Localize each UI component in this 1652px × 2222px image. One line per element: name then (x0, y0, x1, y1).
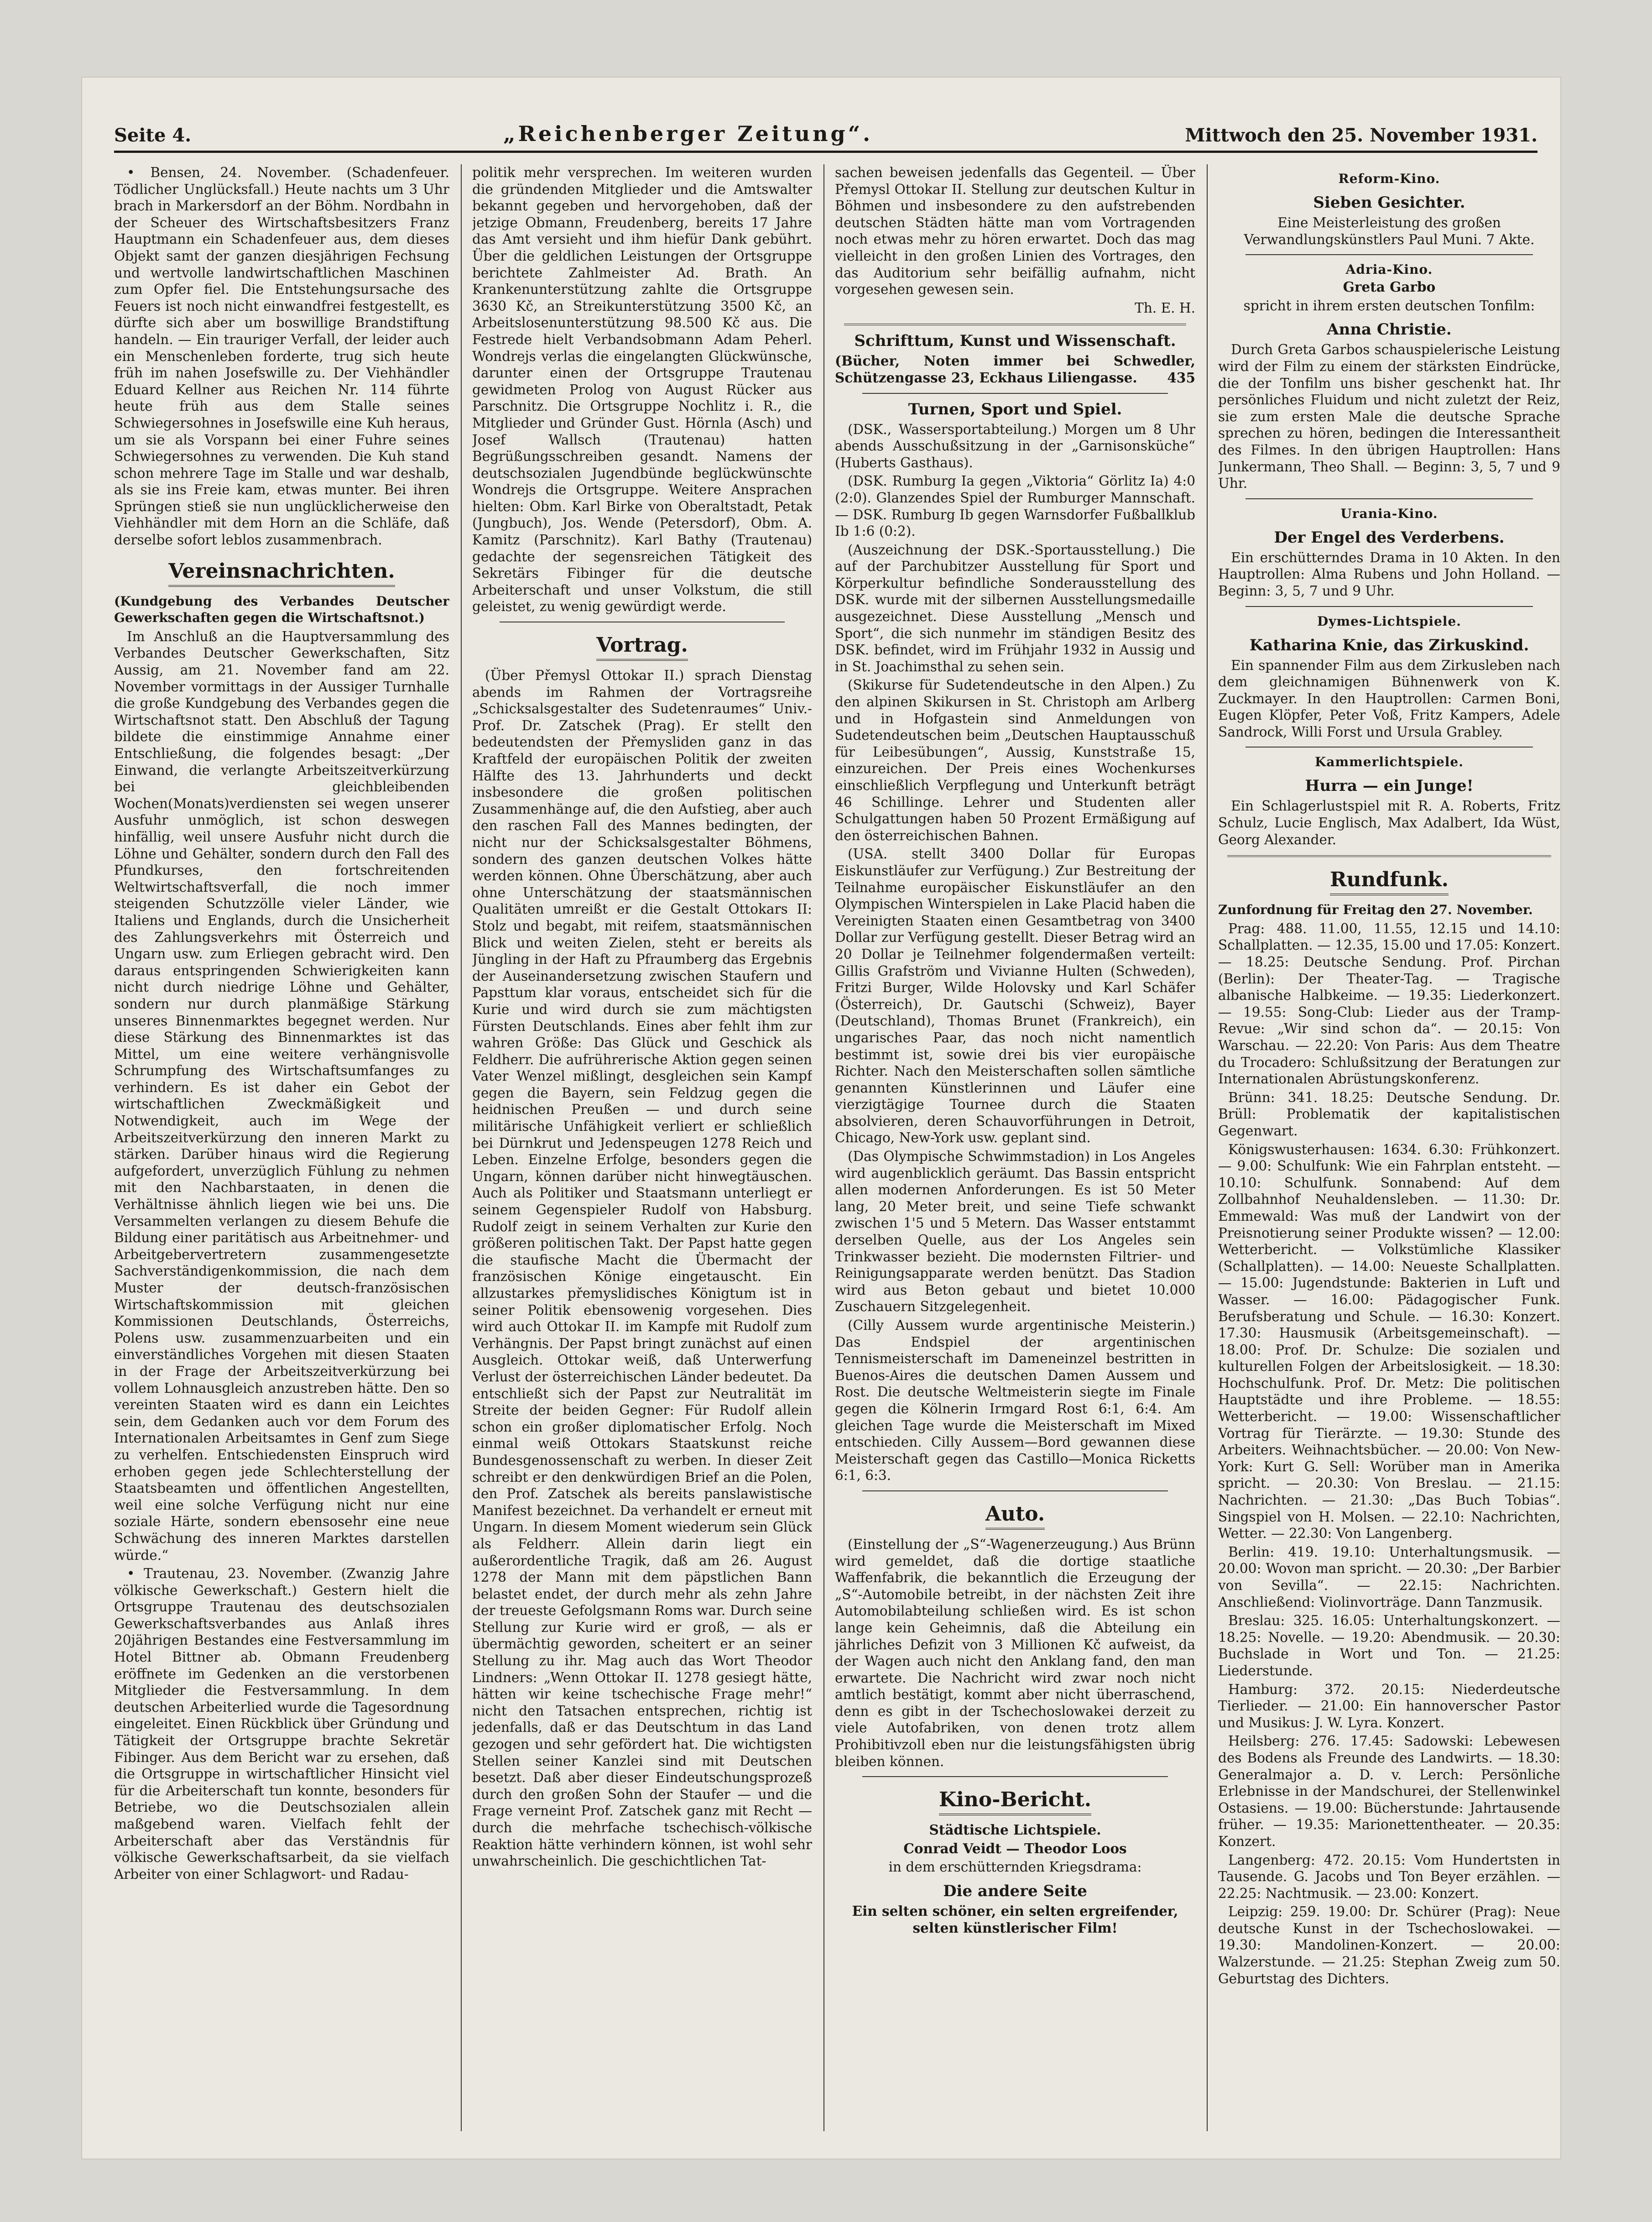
article-cilly-aussem: (Cilly Aussem wurde argentinische Meisterin.) Das Endspiel der argentinischen Tennismeisterschaft im Dameneinzel bestritten in Buenos-Aires die deutschen Damen Aussem und Rost. Die deutsche Weltmeisterin siegte im Finale gegen die Kölnerin Irmgard Rost 6:1, 6:4. Am gleichen Tage wurde die Meisterschaft im Mixed entschieden. Cilly Aussem—Bord gewannen diese Meisterschaft gegen das Castillo—Monica Ricketts 6:1, 6:3. (835, 1318, 1195, 1484)
film-title: Hurra — ein Junge! (1305, 777, 1474, 795)
column-divider (823, 164, 824, 2131)
author-signature: Th. E. H. (1135, 300, 1195, 316)
divider (1246, 254, 1533, 255)
article-dsk-rumburg: (DSK. Rumburg Ia gegen „Viktoria“ Görlitz Ia) 4:0 (2:0). Glanzendes Spiel der Rumburger Mannschaft. — DSK. Rumburg Ib gegen Warnsdorfer Fußballklub Ib 1:6 (0:2). (835, 473, 1195, 539)
radio-station-hamburg: Hamburg: 372. 20.15: Niederdeutsche Tierlieder. — 21.00: Ein hannoverscher Pastor und Musikus: J. W. Lyra. Konzert. (1218, 1681, 1560, 1731)
section-heading-schrifttum: Schrifttum, Kunst und Wissenschaft. (854, 332, 1176, 350)
page-header (114, 110, 1537, 146)
article-subheading: (Kundgebung des Verbandes Deutscher Gewerkschaften gegen die Wirtschaftsnot.) (114, 593, 449, 626)
column-4 (1218, 164, 1560, 2131)
divider (1246, 747, 1533, 748)
cinema-name: Adria-Kino. (1345, 262, 1433, 277)
film-title: Die andere Seite (943, 1882, 1087, 1901)
notice-buecher: (Bücher, Noten immer bei Schwedler, Schützengasse 23, Eckhaus Liliengasse. 435 (835, 353, 1195, 386)
radio-station-breslau: Breslau: 325. 16.05: Unterhaltungskonzert. — 18.25: Novelle. — 19.20: Abendmusik. — 20.30: Buchslade in Wort und Ton. — 21.25: Liederstunde. (1218, 1613, 1560, 1678)
radio-station-koenigswusterhausen: Königswusterhausen: 1634. 6.30: Frühkonzert. — 9.00: Schulfunk: Wie ein Fahrplan entsteht. — 10.10: Schulfunk. Sonnabend: Auf dem Zollbahnhof Neuhaldensleben. — 11.30: Dr. Emmewald: Was muß der Landwirt von der Preisnotierung seiner Produkte wissen? — 12.00: Wetterbericht. — Volkstümliche Klassiker (Schallplatten). — 14.00: Neueste Schallplatten. — 15.00: Jugendstunde: Bakterien in Luft und Wasser. — 16.00: Pädagogischer Funk. Berufsberatung und Schule. — 16.30: Konzert. 17.30: Hausmusik (Arbeitsgemeinschaft). — 18.00: Prof. Dr. Schulze: Die sozialen und kulturellen Folgen der Arbeitslosigkeit. — 18.30: Hochschulfunk. Prof. Dr. Metz: Die politischen Hauptstädte und ihre Probleme. — 18.55: Wetterbericht. — 19.00: Wissenschaftlicher Vortrag für Tierärzte. — 19.30: Stunde des Arbeiters. Weihnachtsbücher. — 20.00: Von New-York: Kurt G. Sell: Worüber man in Amerika spricht. — 20.30: Von Breslau. — 21.15: Nachrichten. — 21.30: „Das Buch Tobias“. Singspiel von H. Molsen. — 22.10: Nachrichten, Wetter. — 22.30: Von Langenberg. (1218, 1141, 1560, 1542)
article-bensen: • Bensen, 24. November. (Schadenfeuer. Tödlicher Unglücksfall.) Heute nachts um 3 Uhr brach in Markersdorf an der Böhm. Nordbahn in der Scheuer des Wirtschaftsbesitzers Franz Hauptmann ein Schadenfeuer aus, dem dieses Objekt samt der ganzen diesjährigen Fechsung und wertvolle landwirtschaftlichen Maschinen zum Opfer fiel. Die Entstehungsursache des Feuers ist noch nicht einwandfrei festgestellt, es dürfte sich aber um boswillige Brandstiftung handeln. — Ein trauriger Verfall, der leider auch ein Menschenleben forderte, trug sich heute früh im nahen Josefswille zu. Der Viehhändler Eduard Kellner aus Reichen Nr. 114 führte heute früh aus dem Stalle seines Schwiegersohnes in Josefswille eine Kuh heraus, um sie als Vorspann bei einer Fuhre seines Schwiegersohnes zu verwenden. Die Kuh stand schon mehrere Tage im Stalle und war deshalb, als sie ins Freie kam, etwas munter. Bei ihren Sprüngen stieß sie nun unglücklicherweise den Viehhändler mit dem Horn an die Schläfe, daß derselbe sofort leblos zusammenbrach. (114, 165, 449, 548)
film-title: Katharina Knie, das Zirkuskind. (1249, 636, 1529, 654)
radio-program (1218, 920, 1560, 1987)
column-divider (461, 164, 462, 2131)
radio-station-bruenn: Brünn: 341. 18.25: Deutsche Sendung. Dr. Brüll: Problematik der kapitalistischen Gegenwart. (1218, 1089, 1560, 1139)
newspaper-title: „Reichenberger Zeitung“. (503, 121, 873, 146)
cinema-name: Dymes-Lichtspiele. (1317, 613, 1462, 629)
divider (1227, 855, 1551, 857)
section-heading-rundfunk: Rundfunk. (1218, 867, 1560, 895)
divider (862, 1490, 1168, 1491)
article-kundgebung: Im Anschluß an die Hauptversammlung des Verbandes Deutscher Gewerkschaften, Sitz Aussig, am 21. November fand am 22. November vormittags in der Aussiger Turnhalle die große Kundgebung des Verbandes gegen die Wirtschaftsnot statt. Den Abschluß der Tagung bildete die einstimmige Annahme einer Entschließung, die folgendes besagt: „Der Einwand, die verlangte Arbeitszeitverkürzung bei gleichbleibenden Wochen(Monats)verdiensten sei wegen unserer Ausfuhr unmöglich, ist schon deswegen hinfällig, weil unsere Ausfuhr nicht durch die Löhne und Gehälter, sondern durch den Fall des Pfundkurses, den fortschreitenden Weltwirtschaftsverfall, die noch immer steigenden Schutzzölle vieler Länder, wie Italiens und Englands, durch die Unsicherheit des Zahlungsverkehrs mit Österreich und Ungarn usw. zum Erliegen gebracht wird. Den daraus entspringenden Schwierigkeiten kann nicht durch niedrige Löhne und Gehälter, sondern nur durch planmäßige Stärkung unseres Binnenmarktes begegnet werden. Nur diese Stärkung des Binnenmarktes ist das Mittel, um eine weitere verhängnisvolle Schrumpfung des Wirtschaftsumfanges zu verhindern. Es ist daher ein Gebot der wirtschaftlichen Zweckmäßigkeit und Notwendigkeit, auch im Wege der Arbeitszeitverkürzung den inneren Markt zu stärken. Darüber hinaus wird die Regierung aufgefordert, unverzüglich Fühlung zu nehmen mit den Nachbarstaaten, in denen die Verhältnisse ähnlich liegen wie bei uns. Die Versammelten verlangen zu diesem Behufe die Bildung einer paritätisch aus Arbeitnehmer- und Arbeitgebervertretern zusammengesetzte Sachverständigenkommission, die nach dem Muster der deutsch-französischen Wirtschaftskommission mit gleichen Kommissionen Deutschlands, Österreichs, Polens usw. zusammenzuarbeiten und ein einverständliches Vorgehen mit diesen Staaten in der Frage der Arbeitszeitverkürzung bei vollem Lohnausgleich anzustreben hätte. Den so vereinten Staaten wird es dann ein Leichtes sein, dem Gedanken auch vor dem Forum des Internationalen Arbeitsamtes in Genf zum Siege zu verhelfen. Entschiedensten Einspruch wird erhoben gegen jede Schlechterstellung der Staatsbeamten und öffentlichen Angestellten, weil eine solche Verfügung nicht nur eine soziale Härte, sondern ebensosehr eine neue Schwächung des inneren Marktes darstellen würde.“ (114, 628, 449, 1563)
film-description: Ein Schlagerlustspiel mit R. A. Roberts, Fritz Schulz, Lucie Englisch, Max Adalbert, Ida Wüst, Georg Alexander. (1218, 798, 1560, 847)
article-sportausstellung: (Auszeichnung der DSK.-Sportausstellung.) Die auf der Parchubitzer Ausstellung für Sport und Körperkultur befindliche Sonderausstellung des DSK. wurde mit der silbernen Ausstellungsmedaille ausgezeichnet. Diese Ausstellung „Mensch und Sport“, die sich nunmehr im ständigen Besitz des DSK. befindet, wird im Frühjahr 1932 in Aussig und in St. Joachimsthal zu sehen sein. (835, 542, 1195, 674)
newspaper-page (82, 78, 1560, 2159)
film-description: Ein erschütterndes Drama in 10 Akten. In den Hauptrollen: Alma Rubens und John Holland. — Beginn: 3, 5, 7 und 9 Uhr. (1218, 549, 1560, 599)
article-vortrag-cont: sachen beweisen jedenfalls das Gegenteil. — Über Přemysl Ottokar II. Stellung zur deutschen Kultur in Böhmen und insbesondere zu den aufstrebenden deutschen Städten hätte man vom Vortragenden noch etwas mehr zu hören erwartet. Doch das mag vielleicht in den großen Linien des Vortrages, den das Auditorium sehr beifällig aufnahm, nicht vorgesehen gewesen sein. (835, 165, 1195, 298)
article-skikurse: (Skikurse für Sudetendeutsche in den Alpen.) Zu den alpinen Skikursen in St. Christoph am Arlberg und in Hofgastein sind Anmeldungen von Sudetendeutschen beim „Deutschen Hauptausschuß für Leibesübungen“, Aussig, Kunststraße 15, einzureichen. Der Preis eines Wochenkurses einschließlich Verpflegung und Unterkunft beträgt 46 Schillinge. Lehrer und Studenten aller Schulgattungen haben 50 Prozent Ermäßigung auf den österreichischen Bahnen. (835, 677, 1195, 843)
columns (114, 164, 1560, 2131)
film-title: Anna Christie. (1327, 320, 1452, 339)
film-description: Ein selten schöner, ein selten ergreifender, selten künstlerischer Film! (852, 1903, 1178, 1936)
divider (1246, 606, 1533, 607)
radio-schedule-date: Zunfordnung für Freitag den 27. November. (1218, 902, 1533, 918)
cinema-name: Reform-Kino. (1338, 171, 1440, 186)
column-divider (1207, 164, 1208, 2131)
radio-station-prag: Prag: 488. 11.00, 11.55, 12.15 und 14.10: Schallplatten. — 12.35, 15.00 und 17.05: Konzert. — 18.25: Deutsche Sendung. Prof. Pirchan (Berlin): Der Theater-Tag. — Tragische albanische Halbkeime. — 19.35: Liederkonzert. — 19.55: Song-Club: Lieder aus der Tramp-Revue: „Wir sind schon da“. — 20.15: Von Warschau. — 22.20: Von Paris: Aus dem Theatre du Trocadero: Schlußsitzung der Beratungen zur Internationalen Abrüstungskonferenz. (1218, 920, 1560, 1087)
article-schwimmstadion: (Das Olympische Schwimmstadion) in Los Angeles wird augenblicklich geräumt. Das Bassin entspricht allen modernen Anforderungen. Es ist 50 Meter lang, 20 Meter breit, und seine Tiefe schwankt zwischen 1'5 und 5 Metern. Das Wasser entstammt derselben Quelle, aus der Los Angeles sein Trinkwasser bezieht. Die modernsten Filtrier- und Reinigungsapparate werden benützt. Das Stadion wird aus Beton gebaut und bietet 10.000 Zuschauern Sitzgelegenheit. (835, 1149, 1195, 1315)
header-rule (114, 151, 1537, 153)
divider (862, 1776, 1168, 1777)
issue-date: Mittwoch den 25. November 1931. (1185, 125, 1537, 146)
section-heading-vereinsnachrichten: Vereinsnachrichten. (114, 559, 449, 587)
column-3 (835, 164, 1195, 2131)
article-trautenau-cont: politik mehr versprechen. Im weiteren wurden die gründenden Mitglieder und die Amtswalter bekannt gegeben und hervorgehoben, daß der jetzige Obmann, Freudenberg, bereits 17 Jahre das Amt versieht und ihm hiefür Dank gebührt. Über die geldlichen Leistungen der Ortsgruppe berichtete Zahlmeister Ad. Brath. An Krankenunterstützung zahlte die Ortsgruppe 3630 Kč, an Streikunterstützung 3500 Kč, an Arbeitslosenunterstützung 98.500 Kč aus. Die Festrede hielt Verbandsobmann Adam Peherl. Wondrejs verlas die eingelangten Glückwünsche, darunter einen der Ortsgruppe Trautenau gewidmeten Prolog von August Rücker aus Parschnitz. Die Ortsgruppe Nochlitz i. R., die Mitglieder und Gründer Gust. Hörnla (Asch) und Josef Wallsch (Trautenau) hatten Begrüßungsschreiben gesandt. Namens der deutschsozialen Jugendbünde beglückwünschte Wondrejs die Ortsgruppe. Weitere Ansprachen hielten: Obm. Karl Birke von Oberaltstadt, Petak (Jungbuch), Jos. Wende (Petersdorf), Obm. A. Kamitz (Parschnitz). Karl Bathy (Trautenau) gedachte der segensreichen Tätigkeit des Sekretärs Fibinger für die deutsche Arbeiterschaft und unser Volkstum, die still geleistet, zu wenig gewürdigt werde. (472, 165, 812, 615)
divider (844, 324, 1186, 325)
film-intro: spricht in ihrem ersten deutschen Tonfilm: (1243, 298, 1535, 314)
section-heading-kino-bericht: Kino-Bericht. (835, 1787, 1195, 1815)
film-description: Durch Greta Garbos schauspielerische Leistung wird der Film zu einem der stärksten Eindrücke, die der Tonfilm uns bisher geschenkt hat. Ihr persönliches Fluidum und nicht zuletzt der Reiz, sie zum ersten Male die deutsche Sprache sprechen zu hören, bedingen die Interessantheit des Filmes. In den übrigen Hauptrollen: Hans Junkermann, Theo Shall. — Beginn: 3, 5, 7 und 9 Uhr. (1218, 342, 1560, 491)
radio-station-langenberg: Langenberg: 472. 20.15: Vom Hundertsten in Tausende. G. Jacobs und Ton Beyer erzählen. — 22.25: Nachtmusik. — 23.00: Konzert. (1218, 1852, 1560, 1901)
article-dsk-wassersport: (DSK., Wassersportabteilung.) Morgen um 8 Uhr abends Ausschußsitzung in der „Garnisonsküche“ (Huberts Gasthaus). (835, 421, 1195, 471)
article-s-wagen: (Einstellung der „S“-Wagenerzeugung.) Aus Brünn wird gemeldet, daß die dortige staatliche Waffenfabrik, die bekanntlich die Erzeugung der „S“-Automobile betreibt, in der nächsten Zeit ihre Automobilabteilung schließen wird. Es ist schon lange kein Geheimnis, daß die Abteilung ein jährliches Defizit von 3 Millionen Kč aufweist, da der Wagen auch nicht den Anklang fand, den man erwartete. Die Nachricht wird zwar noch nicht amtlich bestätigt, kommt aber nicht überraschend, denn es gibt in der Tschechoslowakei derzeit zu viele Autofabriken, von denen trotz allem Prohibitivzoll eben nur die leistungsfähigsten übrig bleiben können. (835, 1536, 1195, 1769)
article-vortrag: (Über Přemysl Ottokar II.) sprach Dienstag abends im Rahmen der Vortragsreihe „Schicksalsgestalter des Sudetenraumes“ Univ.-Prof. Dr. Zatschek (Prag). Er stellt den bedeutendsten der Přemysliden ganz in das Kraftfeld der europäischen Politik der zweiten Hälfte des 13. Jahrhunderts und deckt insbesondere die großen politischen Zusammenhänge auf, die den Aufstieg, aber auch den raschen Fall des Mannes bedingten, der nicht nur der Schicksalsgestalter Böhmens, sondern des ganzen deutschen Volkes hätte werden können. Ohne Überschätzung, aber auch ohne Unterschätzung der staatsmännischen Qualitäten umreißt er die Gestalt Ottokars II: Stolz und begabt, mit reifem, staatsmännischen Blick und weiten Zielen, steht er bereits als Jüngling in der Haft zu Pfraumberg das Ergebnis der Auseinandersetzung zwischen Staufern und Papsttum klar voraus, entscheidet sich für die Kurie und wird durch sie zum mächtigsten Fürsten Deutschlands. Eines aber fehlt ihm zur wahren Größe: Das Glück und Geschick als Feldherr. Die aufrührerische Aktion gegen seinen Vater Wenzel mißlingt, desgleichen sein Kampf gegen die Bayern, sein Feldzug gegen die heidnischen Preußen — und durch seine militärische Unfähigkeit verliert er schließlich bei Dürnkrut und Jedenspeugen 1278 Reich und Leben. Einzelne Erfolge, besonders gegen die Ungarn, können darüber nicht hinwegtäuschen. Auch als Politiker und Staatsmann unterliegt er seinem Gegenspieler Rudolf von Habsburg. Rudolf zeigt in seinem Verhalten zur Kurie den größeren politischen Takt. Der Papst hatte gegen die staufische Macht die Übermacht der französischen Könige eingetauscht. Ein allzustarkes přemyslidisches Königtum ist in seiner Politik ebensowenig vorgesehen. Dies wird auch Ottokar II. im Kampfe mit Rudolf zum Verhängnis. Der Papst bringt zunächst auf einen Ausgleich. Ottokar weiß, daß Unterwerfung Verlust der österreichischen Länder bedeutet. Da entschließt sich der Papst zur Neutralität im Streite der beiden Gegner: Für Rudolf allein schon ein großer diplomatischer Erfolg. Noch einmal weiß Ottokars Staatskunst reiche Bundesgenossenschaft zu werben. In dieser Zeit schreibt er den denkwürdigen Brief an die Polen, den Prof. Zatschek als bereits panslawistische Manifest bezeichnet. Da verhandelt er erneut mit Ungarn. In diesem Moment wiederum sein Glück als Feldherr. Allein darin liegt ein außerordentliche Tragik, daß am 26. August 1278 der Mann mit dem päpstlichen Bann belastet endet, der durch mehr als zehn Jahre der treueste Gefolgsmann Roms war. Durch seine Stellung zur Kurie wird er groß, — als er übermächtig geworden, scheitert er an seiner Stellung zu ihr. Mag auch das Wort Theodor Lindners: „Wenn Ottokar II. 1278 gesiegt hätte, hätten wir keine tschechische Frage mehr!“ nicht den Tatsachen entsprechen, richtig ist jedenfalls, daß er das Deutschtum in das Land gezogen und sehr gefördert hat. Die wichtigsten Stellen seiner Kanzlei sind mit Deutschen besetzt. Daß aber dieser Eindeutschungsprozeß durch den großen Sohn der Staufer — und die Frage verneint Prof. Zatschek ganz mit Recht — durch die mehrfache tschechisch-völkische Reaktion hätte verhindern können, ist wohl sehr unwahrscheinlich. Die geschichtlichen Tat- (472, 668, 812, 1869)
radio-station-heilsberg: Heilsberg: 276. 17.45: Sadowski: Lebewesen des Bodens als Freunde des Landwirts. — 18.30: Generalmajor a. D. v. Lerch: Persönliche Erlebnisse in der Mandschurei, der Stellenwinkel Ostasiens. — 19.00: Bücherstunde: Jahrtausende früher. — 19.35: Marionettentheater. — 20.35: Konzert. (1218, 1733, 1560, 1849)
cinema-name: Kammerlichtspiele. (1315, 754, 1464, 770)
column-1 (114, 164, 449, 2131)
cinema-cast: Conrad Veidt — Theodor Loos (903, 1840, 1127, 1856)
film-description: Eine Meisterleistung des großen Verwandlungskünstlers Paul Muni. 7 Akte. (1244, 215, 1535, 247)
film-star: Greta Garbo (1343, 279, 1436, 295)
section-heading-turnen: Turnen, Sport und Spiel. (908, 400, 1122, 418)
radio-station-berlin: Berlin: 419. 19.10: Unterhaltungsmusik. — 20.00: Wovon man spricht. — 20.30: „Der Barbier von Sevilla“. — 22.15: Nachrichten. Anschließend: Violinvorträge. Dann Tanzmusik. (1218, 1544, 1560, 1610)
radio-station-leipzig: Leipzig: 259. 19.00: Dr. Schürer (Prag): Neue deutsche Kunst in der Tschechoslowakei. — 19.30: Mandolinen-Konzert. — 20.00: Walzerstunde. — 21.25: Stephan Zweig zum 50. Geburtstag des Dichters. (1218, 1904, 1560, 1987)
cinema-name: Städtische Lichtspiele. (929, 1822, 1101, 1838)
film-title: Der Engel des Verderbens. (1274, 528, 1505, 547)
article-usa-eiskunstlaeufer: (USA. stellt 3400 Dollar für Europas Eiskunstläufer zur Verfügung.) Zur Bestreitung der Teilnahme europäischer Eiskunstläufer an den Olympischen Winterspielen in Lake Placid haben die Vereinigten Staaten einen Gesamtbetrag von 3400 Dollar zur Verfügung gestellt. Dieser Betrag wird an 20 Dollar je Teilnehmer folgendermaßen verteilt: Gillis Grafström und Vivianne Hulten (Schweden), Fritzi Burger, Wilde Holovsky und Karl Schäfer (Österreich), Dr. Gautschi (Schweiz), Bayer (Deutschland), Thomas Brunet (Frankreich), ein ungarisches Paar, das noch nicht namentlich bestimmt ist, sowie drei bis vier europäische Richter. Nach den Meisterschaften sollen sämtliche genannten Künstlerinnen und Läufer eine vierzigtägige Tournee durch die Staaten absolvieren, deren Schauvorführungen in Detroit, Chicago, New-York usw. geplant sind. (835, 846, 1195, 1146)
divider (862, 393, 1168, 394)
column-2 (472, 164, 812, 2131)
section-heading-vortrag: Vortrag. (472, 633, 812, 661)
page-number: Seite 4. (114, 125, 192, 146)
section-heading-auto: Auto. (835, 1501, 1195, 1530)
article-trautenau: • Trautenau, 23. November. (Zwanzig Jahre völkische Gewerkschaft.) Gestern hielt die Ortsgruppe Trautenau des deutschsozialen Gewerkschaftsverbandes aus Anlaß ihres 20jährigen Bestandes eine Festversammlung im Hotel Bittner ab. Obmann Freudenberg eröffnete im Gedenken an die verstorbenen Mitglieder die Festversammlung. In dem deutschen Arbeiterlied wurde die Tagesordnung eingeleitet. Einen Rückblick über Gründung und Tätigkeit der Ortsgruppe brachte Sekretär Fibinger. Aus dem Bericht war zu ersehen, daß die Ortsgruppe in wirtschaftlicher Hinsicht viel für die Arbeiterschaft tun konnte, besonders für Betriebe, wo die Deutschsozialen allein maßgebend waren. Vielfach fehlt der Arbeiterschaft aber das Verständnis für völkische Gewerkschaftsarbeit, da sie vielfach Arbeiter von einer Schlagwort- und Radau- (114, 1566, 449, 1882)
film-description: Ein spannender Film aus dem Zirkusleben nach dem gleichnamigen Bühnenwerk von K. Zuckmayer. In den Hauptrollen: Carmen Boni, Eugen Klöpfer, Peter Voß, Fritz Kampers, Adele Sandrock, Willi Forst und Ursula Grabley. (1218, 657, 1560, 740)
cinema-name: Urania-Kino. (1340, 506, 1438, 521)
divider (1246, 498, 1533, 499)
cinema-intro: in dem erschütternden Kriegsdrama: (888, 1859, 1142, 1875)
film-title: Sieben Gesichter. (1313, 193, 1465, 212)
